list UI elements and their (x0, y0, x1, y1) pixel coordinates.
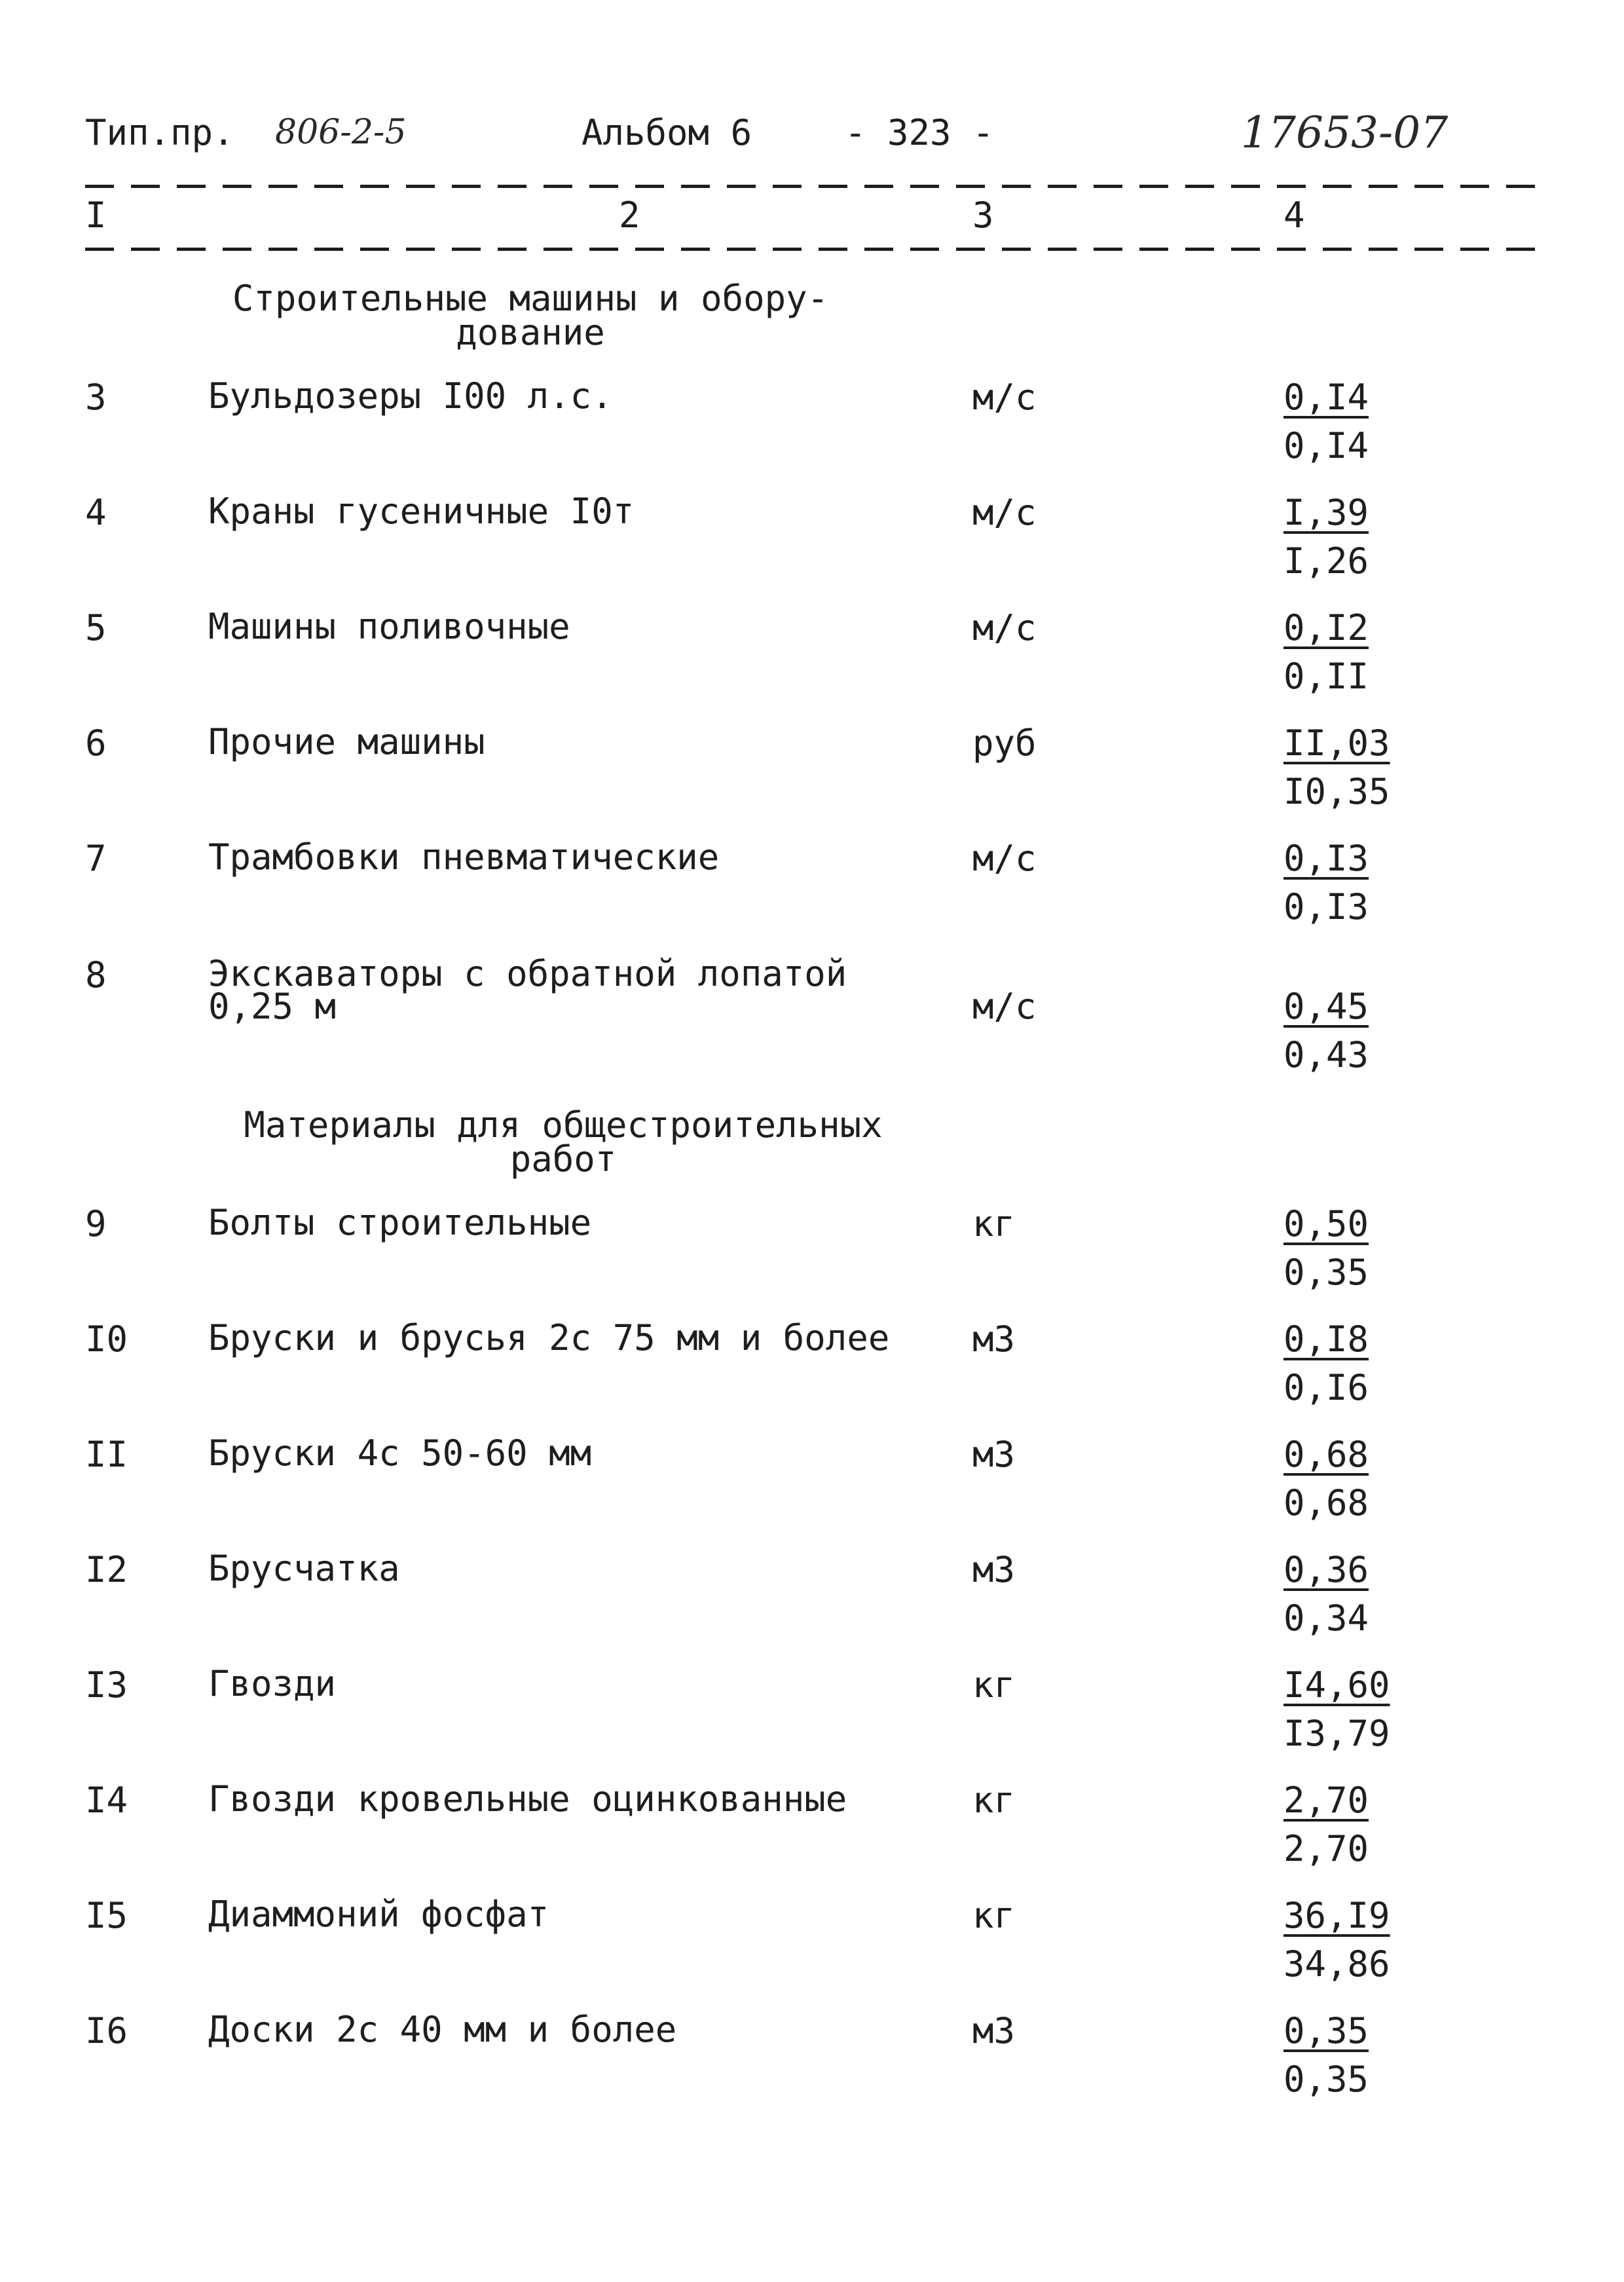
row-name-line: Доски 2с 40 мм и более (208, 2009, 677, 2050)
section-heading-line: Материалы для общестроительных (244, 1104, 883, 1146)
row-name-line: Болты строительные (208, 1202, 592, 1243)
value-denominator: 0,I3 (1283, 886, 1369, 927)
row-value (1283, 1319, 1480, 1408)
row-unit: м3 (972, 1319, 1016, 1360)
row-value (1283, 722, 1480, 812)
type-label: Тип.пр. (85, 112, 234, 153)
row-unit: м/с (972, 986, 1037, 1027)
row-number: 5 (85, 607, 107, 648)
row-number: I2 (85, 1549, 128, 1590)
table-row (0, 1778, 1624, 1881)
row-number: I6 (85, 2010, 128, 2051)
row-number: I4 (85, 1780, 128, 1821)
row-unit: кг (972, 1664, 1016, 1706)
header-rule-bottom (85, 248, 1536, 251)
row-unit: м3 (972, 1549, 1016, 1590)
value-numerator: I4,60 (1283, 1664, 1390, 1706)
row-value (1283, 607, 1480, 697)
row-name (208, 375, 613, 417)
row-unit: м/с (972, 377, 1037, 418)
row-name (208, 721, 485, 762)
album-label: Альбом 6 (581, 112, 752, 153)
row-name (208, 1432, 592, 1474)
value-numerator: I,39 (1283, 492, 1369, 533)
row-name-line: Бульдозеры I00 л.с. (208, 375, 613, 417)
value-denominator: 2,70 (1283, 1828, 1369, 1869)
row-unit: руб (972, 722, 1037, 764)
row-name-line: Трамбовки пневматические (208, 836, 720, 878)
row-name-line: Брусчатка (208, 1548, 400, 1589)
row-unit: кг (972, 1203, 1016, 1244)
table-row (0, 1663, 1624, 1766)
value-numerator: 0,I4 (1283, 377, 1369, 418)
section-heading (216, 278, 845, 353)
row-value (1283, 838, 1480, 927)
value-denominator: 0,43 (1283, 1034, 1369, 1076)
table-row (0, 836, 1624, 939)
value-numerator: 0,I8 (1283, 1319, 1369, 1360)
row-unit: м/с (972, 492, 1037, 533)
column-header-4: 4 (1283, 195, 1305, 236)
table-row (0, 491, 1624, 593)
row-name (208, 1202, 592, 1243)
row-unit: м3 (972, 1434, 1016, 1475)
value-numerator: 0,45 (1283, 986, 1369, 1027)
row-name (208, 1894, 549, 1935)
value-denominator: 0,35 (1283, 2059, 1369, 2100)
row-value (1283, 1203, 1480, 1293)
section-heading-line: работ (509, 1138, 617, 1180)
value-denominator: I,26 (1283, 540, 1369, 582)
document-number: 17653-07 (1241, 107, 1449, 158)
row-number: 9 (85, 1203, 107, 1244)
value-denominator: 0,I6 (1283, 1367, 1369, 1408)
section-heading (216, 1104, 910, 1180)
value-denominator: 34,86 (1283, 1943, 1390, 1985)
column-header-3: 3 (972, 195, 994, 236)
row-name-line: Машины поливочные (208, 606, 570, 647)
section-heading-line: дование (456, 312, 605, 353)
value-numerator: 0,35 (1283, 2010, 1369, 2051)
value-denominator: 0,68 (1283, 1482, 1369, 1524)
column-header-1: I (85, 195, 107, 236)
row-name (208, 1548, 400, 1589)
row-number: I5 (85, 1895, 128, 1936)
row-number: 3 (85, 377, 107, 418)
value-numerator: II,03 (1283, 722, 1390, 764)
row-number: II (85, 1434, 128, 1475)
row-name-line: Диаммоний фосфат (208, 1894, 549, 1935)
row-name (208, 1778, 847, 1820)
row-number: 6 (85, 722, 107, 764)
row-number: 4 (85, 492, 107, 533)
value-numerator: 0,36 (1283, 1549, 1369, 1590)
row-value (1283, 1664, 1480, 1754)
value-denominator: 0,II (1283, 656, 1369, 697)
column-header-2: 2 (619, 195, 640, 236)
row-value (1283, 1549, 1480, 1639)
row-name (208, 836, 720, 878)
value-denominator: I3,79 (1283, 1713, 1390, 1754)
table-row (0, 606, 1624, 709)
row-name-line: Прочие машины (208, 721, 485, 762)
row-name (208, 953, 847, 1027)
row-name-line: Краны гусеничные I0т (208, 491, 635, 532)
table-row (0, 2009, 1624, 2112)
row-number: I3 (85, 1664, 128, 1706)
table-row (0, 1317, 1624, 1420)
row-unit: м3 (972, 2010, 1016, 2051)
table-row (0, 1432, 1624, 1535)
row-name-line: Экскаваторы с обратной лопатой (208, 953, 847, 994)
value-numerator: 0,I3 (1283, 838, 1369, 879)
row-value (1283, 1895, 1480, 1985)
value-numerator: 2,70 (1283, 1780, 1369, 1821)
row-name (208, 606, 570, 647)
row-name (208, 1663, 337, 1704)
row-name (208, 2009, 677, 2050)
value-numerator: 0,68 (1283, 1434, 1369, 1475)
header-rule-top (85, 185, 1536, 188)
table-row (0, 1894, 1624, 1996)
table-row (0, 1548, 1624, 1651)
row-number: 7 (85, 838, 107, 879)
table-row (0, 375, 1624, 478)
table-row (0, 721, 1624, 824)
row-value (1283, 1780, 1480, 1869)
value-denominator: I0,35 (1283, 771, 1390, 812)
row-value (1283, 2010, 1480, 2100)
section-heading-line: Строительные машины и обору- (232, 278, 829, 319)
value-denominator: 0,35 (1283, 1252, 1369, 1293)
row-name (208, 491, 635, 532)
value-numerator: 0,I2 (1283, 607, 1369, 648)
row-name-line: Бруски 4с 50-60 мм (208, 1432, 592, 1474)
value-numerator: 0,50 (1283, 1203, 1369, 1244)
value-denominator: 0,34 (1283, 1598, 1369, 1639)
project-code: 806-2-5 (275, 113, 407, 152)
table-row (0, 1202, 1624, 1305)
row-name-line: 0,25 м (208, 986, 337, 1027)
row-unit: м/с (972, 607, 1037, 648)
page-number: - 323 - (845, 112, 994, 153)
value-numerator: 36,I9 (1283, 1895, 1390, 1936)
row-value (1283, 492, 1480, 582)
row-value (1283, 986, 1480, 1076)
row-unit: м/с (972, 838, 1037, 879)
row-number: 8 (85, 954, 107, 996)
value-denominator: 0,I4 (1283, 425, 1369, 466)
table-row (0, 953, 1624, 1089)
row-name-line: Бруски и брусья 2с 75 мм и более (208, 1317, 890, 1358)
row-value (1283, 1434, 1480, 1524)
row-name (208, 1317, 890, 1358)
row-number: I0 (85, 1319, 128, 1360)
row-value (1283, 377, 1480, 466)
row-unit: кг (972, 1895, 1016, 1936)
row-name-line: Гвозди (208, 1663, 337, 1704)
row-name-line: Гвозди кровельные оцинкованные (208, 1778, 847, 1820)
row-unit: кг (972, 1780, 1016, 1821)
